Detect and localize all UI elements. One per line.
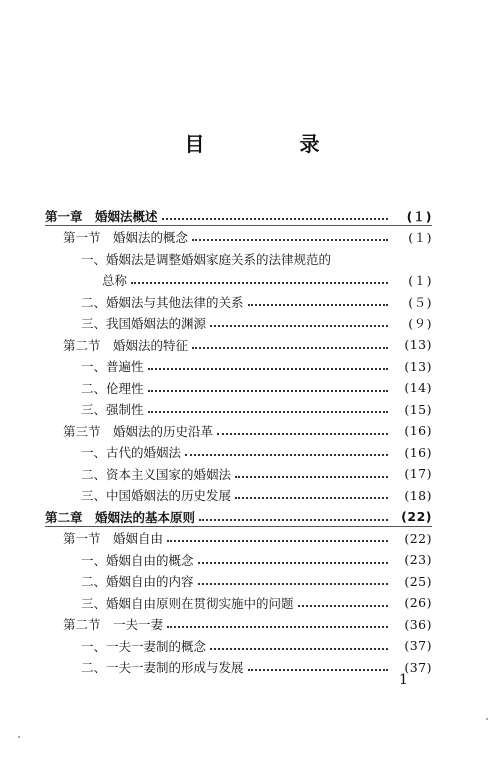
toc-item-entry	[81, 635, 432, 656]
toc-item-entry	[81, 549, 432, 570]
toc-entry-label: 第一节 婚姻法的概念	[63, 230, 189, 245]
chapter-underline-rule	[45, 225, 432, 226]
toc-entry-label: 第一节 婚姻自由	[63, 531, 164, 546]
toc-chapter-entry	[45, 506, 432, 527]
toc-leader-dots	[148, 390, 388, 392]
toc-leader-dots	[148, 368, 388, 370]
toc-entry-page: (13)	[404, 337, 432, 352]
toc-entry-page: (１)	[408, 273, 432, 288]
toc-item-entry	[81, 356, 432, 377]
toc-entry-label: 三、我国婚姻法的渊源	[81, 316, 207, 331]
toc-entry-label: 总称	[102, 273, 128, 288]
toc-item-entry	[81, 463, 432, 484]
toc-section-entry	[63, 420, 432, 441]
toc-entry-page: (16)	[404, 423, 432, 438]
toc-entry-label: 一、婚姻法是调整婚姻家庭关系的法律规范的	[81, 251, 332, 267]
toc-entry-label: 三、中国婚姻法的历史发展	[81, 488, 232, 503]
toc-entry-label: 二、婚姻法与其他法律的关系	[81, 294, 244, 310]
toc-item-entry	[81, 442, 432, 463]
toc-item-entry	[81, 377, 432, 398]
toc-entry-page: (９)	[408, 316, 432, 331]
toc-section-entry	[63, 614, 432, 635]
toc-item-entry	[81, 313, 432, 334]
toc-entry-label: 一、婚姻自由的概念	[81, 552, 194, 568]
toc-leader-dots	[199, 519, 388, 521]
toc-entry-page: (23)	[404, 552, 432, 567]
toc-leader-dots	[198, 583, 388, 585]
toc-leader-dots	[235, 497, 388, 499]
toc-entry-label: 三、婚姻自由原则在贯彻实施中的问题	[81, 595, 294, 611]
toc-entry-label: 二、婚姻自由的内容	[81, 574, 194, 589]
toc-entry-page: (５)	[408, 294, 432, 310]
toc-leader-dots	[192, 347, 388, 349]
toc-item-entry	[81, 248, 432, 269]
toc-item-entry	[81, 291, 432, 312]
toc-entry-page: (15)	[404, 401, 432, 417]
toc-entry-page: (１)	[406, 208, 432, 224]
toc-entry-label: 二、资本主义国家的婚姻法	[81, 466, 232, 482]
scan-speck	[486, 718, 488, 720]
toc-entry-page: (37)	[404, 659, 432, 675]
toc-entry-label: 第一章 婚姻法概述	[45, 208, 158, 224]
toc-section-entry	[63, 528, 432, 549]
toc-leader-dots	[210, 325, 388, 327]
toc-section-entry	[63, 334, 432, 355]
toc-leader-dots	[298, 605, 388, 607]
toc-entry-label: 第二节 婚姻法的特征	[63, 337, 189, 353]
scan-speck	[18, 736, 20, 738]
toc-leader-dots	[248, 304, 388, 306]
toc-leader-dots	[198, 562, 388, 564]
toc-item-entry	[81, 657, 432, 678]
chapter-underline-rule	[45, 526, 432, 527]
toc-leader-dots	[131, 282, 388, 284]
toc-leader-dots	[148, 411, 388, 413]
toc-leader-dots	[192, 239, 388, 241]
toc-leader-dots	[210, 648, 388, 650]
toc-entry-label: 二、伦理性	[81, 380, 144, 396]
toc-item-entry	[81, 571, 432, 592]
toc-leader-dots	[167, 540, 388, 542]
toc-item-entry	[102, 270, 432, 291]
toc-entry-page: (25)	[404, 573, 432, 589]
toc-section-entry	[63, 227, 432, 248]
toc-entry-page: (14)	[404, 380, 432, 395]
toc-entry-label: 第三节 婚姻法的历史沿革	[63, 423, 214, 439]
toc-leader-dots	[217, 433, 388, 435]
toc-entry-page: (13)	[404, 358, 432, 374]
toc-leader-dots	[162, 218, 388, 220]
toc-entry-page: (22)	[404, 530, 432, 546]
toc-item-entry	[81, 485, 432, 506]
toc-entry-label: 一、普遍性	[81, 359, 144, 374]
toc-entry-page: (17)	[404, 466, 432, 481]
toc-entry-label: 三、强制性	[81, 402, 144, 417]
toc-entry-page: (26)	[404, 595, 432, 610]
toc-entry-page: (１)	[408, 230, 432, 245]
toc-chapter-entry	[45, 205, 432, 226]
page-number: 1	[399, 672, 408, 688]
toc-item-entry	[81, 399, 432, 420]
toc-title: 目 录	[184, 132, 364, 156]
toc-entry-page: (37)	[404, 638, 432, 653]
toc-entry-label: 第二章 婚姻法的基本原则	[45, 509, 196, 525]
toc-entry-label: 第二节 一夫一妻	[63, 617, 164, 632]
toc-entry-page: (18)	[404, 487, 432, 503]
toc-leader-dots	[167, 626, 388, 628]
toc-leader-dots	[235, 476, 388, 478]
toc-entry-label: 一、古代的婚姻法	[81, 445, 182, 460]
toc-entry-page: (22)	[401, 509, 432, 524]
toc-item-entry	[81, 592, 432, 613]
toc-entry-page: (16)	[404, 444, 432, 460]
toc-leader-dots	[185, 454, 388, 456]
toc-entry-label: 一、一夫一妻制的概念	[81, 638, 207, 654]
toc-entry-label: 二、一夫一妻制的形成与发展	[81, 660, 244, 675]
toc-leader-dots	[248, 669, 388, 671]
toc-entry-page: (36)	[404, 616, 432, 632]
